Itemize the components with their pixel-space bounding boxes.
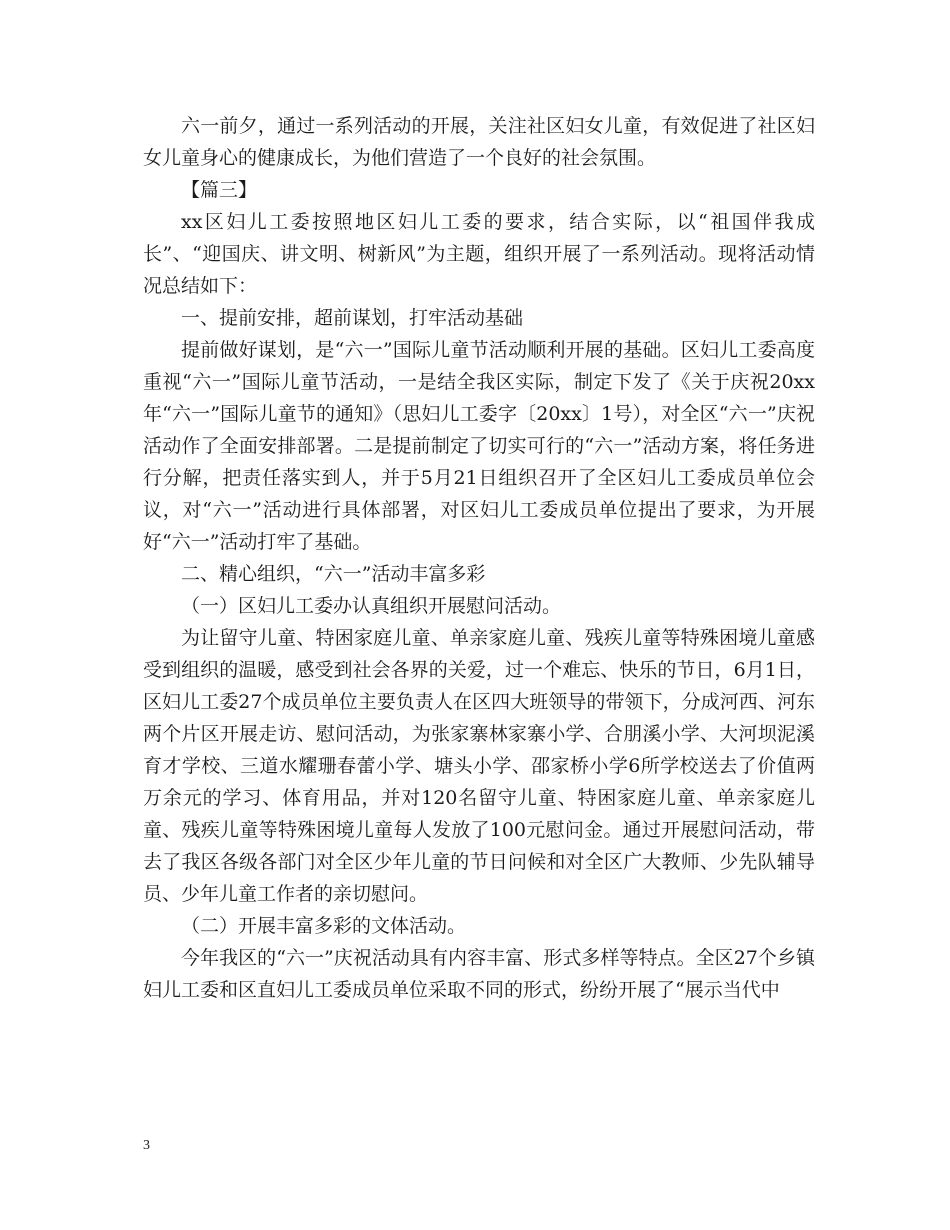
subheading-one-visits: （一）区妇儿工委办认真组织开展慰问活动。	[181, 595, 562, 617]
document-body	[143, 110, 815, 1006]
subheading-two-cultural-activities: （二）开展丰富多彩的文体活动。	[181, 915, 467, 937]
heading-one-advance-planning: 一、提前安排，超前谋划，打牢活动基础	[181, 307, 524, 329]
paragraph-activity-details: 今年我区的“六一”庆祝活动具有内容丰富、形式多样等特点。全区27个乡镇妇儿工委和区直妇儿工委成员单位采取不同的形式，纷纷开展了“展示当代中	[143, 947, 815, 1001]
section-heading-part-three: 【篇三】	[181, 179, 258, 201]
page-number: 3	[143, 1138, 150, 1153]
paragraph-visit-details: 为让留守儿童、特困家庭儿童、单亲家庭儿童、残疾儿童等特殊困境儿童感受到组织的温暖，感受到社会各界的关爱，过一个难忘、快乐的节日，6月1日，区妇儿工委27个成员单位主要负责人在区四大班领导的带领下，分成河西、河东两个片区开展走访、慰问活动，为张家寨林家寨小学、合朋溪小学、大河坝泥溪育才学校、三道水耀珊春蕾小学、塘头小学、邵家桥小学6所学校送去了价值两万余元的学习、体育用品，并对120名留守儿童、特困家庭儿童、单亲家庭儿童、残疾儿童等特殊困境儿童每人发放了100元慰问金。通过开展慰问活动，带去了我区各级各部门对全区少年儿童的节日问候和对全区广大教师、少先队辅导员、少年儿童工作者的亲切慰问。	[143, 627, 815, 905]
paragraph-intro-summary: 六一前夕，通过一系列活动的开展，关注社区妇女儿童，有效促进了社区妇女儿童身心的健康成长，为他们营造了一个良好的社会氛围。	[143, 115, 815, 169]
heading-two-careful-organization: 二、精心组织，“六一”活动丰富多彩	[181, 563, 486, 585]
paragraph-overview: xx区妇儿工委按照地区妇儿工委的要求，结合实际，以“祖国伴我成长”、“迎国庆、讲文明、树新风”为主题，组织开展了一系列活动。现将活动情况总结如下：	[143, 211, 815, 297]
paragraph-planning-details: 提前做好谋划，是“六一”国际儿童节活动顺利开展的基础。区妇儿工委高度重视“六一”国际儿童节活动，一是结全我区实际，制定下发了《关于庆祝20xx年“六一”国际儿童节的通知》（思妇儿工委字〔20xx〕1号），对全区“六一”庆祝活动作了全面安排部署。二是提前制定了切实可行的“六一”活动方案，将任务进行分解，把责任落实到人，并于5月21日组织召开了全区妇儿工委成员单位会议，对“六一”活动进行具体部署，对区妇儿工委成员单位提出了要求，为开展好“六一”活动打牢了基础。	[143, 339, 815, 553]
